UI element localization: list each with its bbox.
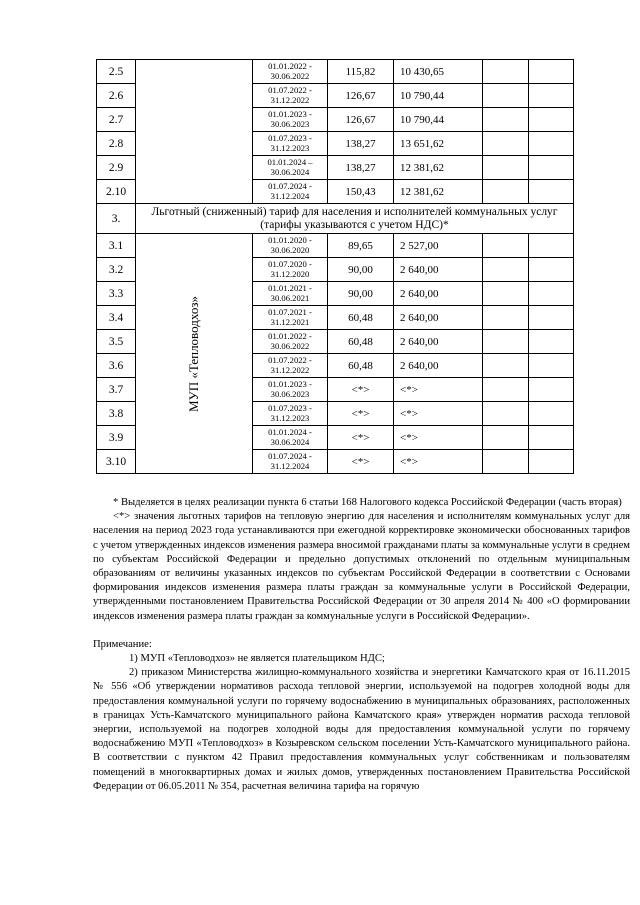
empty-cell-2 <box>529 306 574 330</box>
section-header-row <box>97 204 574 234</box>
tariff-value-1: 89,65 <box>328 234 394 258</box>
period-cell <box>253 132 328 156</box>
tariff-value-2: 10 790,44 <box>394 84 483 108</box>
row-number-cell: 3.7 <box>97 378 136 402</box>
period-start: 01.07.2020 - <box>268 259 312 269</box>
organization-name: МУП «Тепловодхоз» <box>186 295 201 412</box>
period-cell <box>253 378 328 402</box>
footnote-angle: <*> значения льготных тарифов на тепловую энергию для населения и исполнителям коммунальных услуг для населения на период 2023 года устанавливаются при ежегодной корректировке экономически обоснованных тарифов с учетом утвержденных индексов изменения размера вносимой гражданами платы за коммунальные услуги в среднем по субъектам Российской Федерации и предельно допустимых отклонений по отдельным муниципальным образованиям от величины указанных индексов по субъектам Российской Федерации в соответствии с Основами формирования индексов изменения размера платы граждан за коммунальные услуги в Российской Федерации, утвержденными постановлением Правительства Российской Федерации от 30 апреля 2014 № 400 «О формировании индексов изменения размера платы граждан за коммунальные услуги в Российской Федерации». <box>93 511 630 622</box>
period-end: 31.12.2022 <box>270 364 310 375</box>
tariff-value-1: 138,27 <box>328 132 394 156</box>
period-cell <box>253 426 328 450</box>
period-end: 30.06.2022 <box>270 340 310 351</box>
tariff-value-1: 90,00 <box>328 258 394 282</box>
tariff-value-2: 2 640,00 <box>394 330 483 354</box>
row-number-cell: 3.4 <box>97 306 136 330</box>
empty-cell-1 <box>483 108 529 132</box>
period-start: 01.01.2022 - <box>268 331 312 341</box>
period-end: 30.06.2021 <box>270 292 310 303</box>
tariff-value-1: 115,82 <box>328 60 394 84</box>
tariff-value-2: 12 381,62 <box>394 156 483 180</box>
empty-cell-1 <box>483 132 529 156</box>
period-cell <box>253 450 328 474</box>
empty-cell-2 <box>529 258 574 282</box>
empty-cell-1 <box>483 180 529 204</box>
period-end: 30.06.2024 <box>270 166 310 177</box>
period-cell <box>253 108 328 132</box>
empty-cell-2 <box>529 108 574 132</box>
row-number-cell: 2.10 <box>97 180 136 204</box>
tariff-value-2: 2 640,00 <box>394 306 483 330</box>
period-start: 01.07.2024 - <box>268 451 312 461</box>
tariff-value-1: 60,48 <box>328 354 394 378</box>
period-end: 31.12.2021 <box>270 316 310 327</box>
note-title: Примечание: <box>93 638 152 650</box>
empty-cell-1 <box>483 156 529 180</box>
period-end: 30.06.2020 <box>270 244 310 255</box>
tariff-value-2: 10 790,44 <box>394 108 483 132</box>
tariff-value-2: <*> <box>394 426 483 450</box>
empty-cell-2 <box>529 156 574 180</box>
organization-cell <box>136 234 253 474</box>
tariff-value-1: 126,67 <box>328 108 394 132</box>
empty-cell-2 <box>529 234 574 258</box>
period-start: 01.07.2021 - <box>268 307 312 317</box>
section-title-line1: Льготный (сниженный) тариф для населения и исполнителей коммунальных услуг <box>151 205 558 218</box>
row-number-cell: 2.7 <box>97 108 136 132</box>
row-number-cell: 3.2 <box>97 258 136 282</box>
tariff-value-2: 10 430,65 <box>394 60 483 84</box>
empty-cell-2 <box>529 402 574 426</box>
period-end: 31.12.2024 <box>270 460 310 471</box>
tariff-value-1: <*> <box>328 378 394 402</box>
period-end: 31.12.2020 <box>270 268 310 279</box>
period-cell <box>253 234 328 258</box>
period-cell <box>253 306 328 330</box>
tariff-value-1: <*> <box>328 426 394 450</box>
tariff-value-1: 138,27 <box>328 156 394 180</box>
period-cell <box>253 156 328 180</box>
note-item-1: 1) МУП «Тепловодхоз» не является плательщиком НДС; <box>129 653 385 665</box>
tariff-value-2: 2 640,00 <box>394 258 483 282</box>
period-cell <box>253 60 328 84</box>
period-start: 01.01.2023 - <box>268 109 312 119</box>
tariff-value-2: 2 640,00 <box>394 282 483 306</box>
tariff-value-1: <*> <box>328 402 394 426</box>
period-start: 01.01.2020 - <box>268 235 312 245</box>
row-number-cell: 2.5 <box>97 60 136 84</box>
row-number-cell: 2.9 <box>97 156 136 180</box>
section-number: 3. <box>97 204 136 234</box>
period-end: 30.06.2023 <box>270 388 310 399</box>
empty-cell-1 <box>483 234 529 258</box>
empty-cell-2 <box>529 426 574 450</box>
period-start: 01.01.2021 - <box>268 283 312 293</box>
period-start: 01.01.2024 – <box>267 157 313 167</box>
period-cell <box>253 402 328 426</box>
tariff-value-1: 150,43 <box>328 180 394 204</box>
period-cell <box>253 282 328 306</box>
row-number-cell: 3.6 <box>97 354 136 378</box>
tariff-value-2: <*> <box>394 378 483 402</box>
period-start: 01.07.2024 - <box>268 181 312 191</box>
empty-cell-2 <box>529 84 574 108</box>
row-number-cell: 3.3 <box>97 282 136 306</box>
period-cell <box>253 258 328 282</box>
footnote-star: * Выделяется в целях реализации пункта 6 статьи 168 Налогового кодекса Российской Федерации (часть вторая) <box>113 497 622 508</box>
tariff-value-1: 90,00 <box>328 282 394 306</box>
tariff-value-2: <*> <box>394 402 483 426</box>
empty-cell-2 <box>529 354 574 378</box>
period-cell <box>253 180 328 204</box>
period-end: 31.12.2022 <box>270 94 310 105</box>
empty-cell-1 <box>483 306 529 330</box>
period-cell <box>253 354 328 378</box>
empty-cell-1 <box>483 402 529 426</box>
table-row <box>97 60 574 84</box>
row-number-cell: 3.1 <box>97 234 136 258</box>
empty-cell-2 <box>529 180 574 204</box>
empty-cell-1 <box>483 330 529 354</box>
section-title-line2: (тарифы указываются с учетом НДС)* <box>260 218 449 231</box>
section-title-cell <box>136 204 574 234</box>
tariff-value-2: 2 527,00 <box>394 234 483 258</box>
tariff-value-2: 12 381,62 <box>394 180 483 204</box>
row-number-cell: 3.10 <box>97 450 136 474</box>
row-number-cell: 2.8 <box>97 132 136 156</box>
tariff-value-1: 126,67 <box>328 84 394 108</box>
period-cell <box>253 330 328 354</box>
organization-cell-empty <box>136 60 253 204</box>
row-number-cell: 3.9 <box>97 426 136 450</box>
row-number-cell: 3.8 <box>97 402 136 426</box>
empty-cell-1 <box>483 378 529 402</box>
period-start: 01.07.2022 - <box>268 85 312 95</box>
empty-cell-2 <box>529 282 574 306</box>
period-end: 31.12.2024 <box>270 190 310 201</box>
empty-cell-2 <box>529 378 574 402</box>
period-start: 01.07.2023 - <box>268 133 312 143</box>
period-end: 31.12.2023 <box>270 412 310 423</box>
tariff-table <box>96 59 574 474</box>
tariff-value-1: 60,48 <box>328 306 394 330</box>
empty-cell-2 <box>529 330 574 354</box>
empty-cell-1 <box>483 450 529 474</box>
row-number-cell: 2.6 <box>97 84 136 108</box>
period-end: 30.06.2023 <box>270 118 310 129</box>
tariff-value-2: 13 651,62 <box>394 132 483 156</box>
period-start: 01.07.2022 - <box>268 355 312 365</box>
period-end: 30.06.2024 <box>270 436 310 447</box>
empty-cell-2 <box>529 450 574 474</box>
tariff-value-1: <*> <box>328 450 394 474</box>
tariff-value-2: <*> <box>394 450 483 474</box>
empty-cell-1 <box>483 84 529 108</box>
period-start: 01.07.2023 - <box>268 403 312 413</box>
period-cell <box>253 84 328 108</box>
empty-cell-1 <box>483 60 529 84</box>
empty-cell-2 <box>529 60 574 84</box>
empty-cell-1 <box>483 282 529 306</box>
period-end: 30.06.2022 <box>270 70 310 81</box>
tariff-value-2: 2 640,00 <box>394 354 483 378</box>
period-end: 31.12.2023 <box>270 142 310 153</box>
table-row <box>97 234 574 258</box>
empty-cell-1 <box>483 426 529 450</box>
tariff-value-1: 60,48 <box>328 330 394 354</box>
period-start: 01.01.2022 - <box>268 61 312 71</box>
note-item-2: 2) приказом Министерства жилищно-коммунального хозяйства и энергетики Камчатского края от 16.11.2015 № 556 «Об утверждении нормативов расхода тепловой энергии, используемой на подогрев холодной воды для предоставления коммунальной услуги по горячему водоснабжению в муниципальных образованиях, расположенных в границах Усть-Камчатского муниципального района Камчатского края» утвержден норматив расхода тепловой энергии, используемой на подогрев холодной воды для предоставления коммунальной услуги по горячему водоснабжению МУП «Тепловодхоз» в Козыревском сельском поселении Усть-Камчатского муниципального района. В соответствии с пунктом 42 Правил предоставления коммунальных услуг собственникам и пользователям помещений в многоквартирных домах и жилых домов, утвержденных постановлением Правительства Российской Федерации от 06.05.2011 № 354, расчетная величина тарифа на горячую <box>93 667 630 792</box>
empty-cell-1 <box>483 258 529 282</box>
empty-cell-1 <box>483 354 529 378</box>
notes-section <box>93 496 630 794</box>
period-start: 01.01.2023 - <box>268 379 312 389</box>
empty-cell-2 <box>529 132 574 156</box>
row-number-cell: 3.5 <box>97 330 136 354</box>
period-start: 01.01.2024 - <box>268 427 312 437</box>
